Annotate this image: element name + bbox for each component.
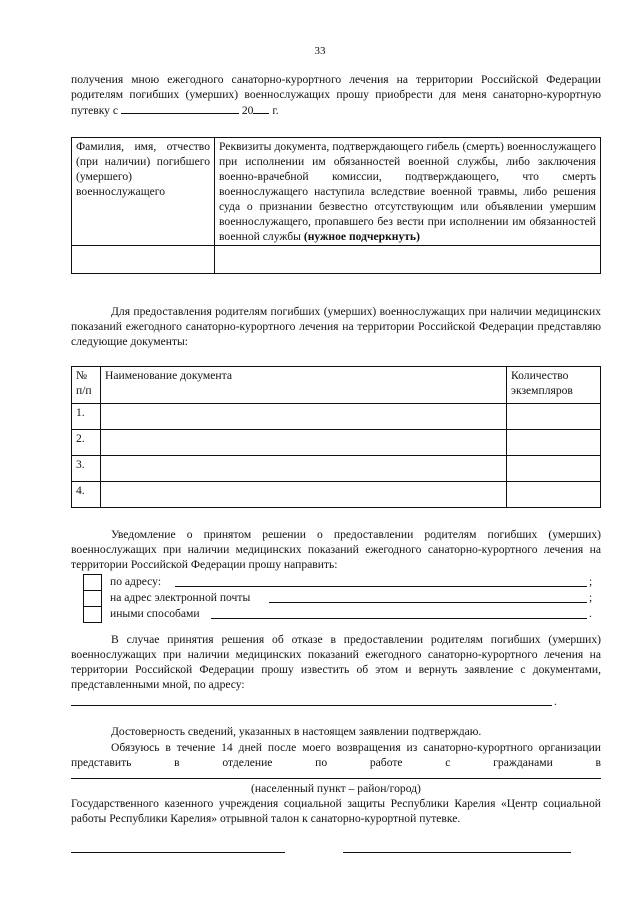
page-number: 33 bbox=[314, 45, 326, 57]
option-end: . bbox=[589, 607, 592, 620]
table-header-row bbox=[72, 138, 601, 246]
checkbox[interactable] bbox=[83, 606, 102, 623]
row-number: 2. bbox=[72, 430, 101, 456]
year-blank[interactable] bbox=[253, 102, 269, 114]
date-blank[interactable] bbox=[121, 102, 239, 114]
col-document-text: Реквизиты документа, подтверждающего гибель (смерть) военнослужащего при исполнении им обязанностей военной службы, либо заключения военно-врачебной комиссии, подтверждающего, что смерть военнослужащего наступила вследствие военной травмы, либо решения суда о признании безвестно отсутствующим или объявлении умершим военнослужащего, пропавшего без вести при исполнении им обязанностей военной службы bbox=[219, 140, 596, 243]
documents-paragraph: Для предоставления родителям погибших (умерших) военнослужащих при наличии медицинских показаний ежегодного санаторно-курортного лечения на территории Российской Федерации представляю следующие документы: bbox=[71, 305, 601, 348]
col-document-note: (нужное подчеркнуть) bbox=[303, 230, 420, 243]
option-postal-address[interactable] bbox=[83, 574, 593, 590]
col-fio-header: Фамилия, имя, отчество (при наличии) погибшего (умершего) военнослужащего bbox=[72, 138, 215, 246]
notification-paragraph: Уведомление о принятом решении о предоставлении родителям погибших (умерших) военнослужащих при наличии медицинских показаний ежегодного санаторно-курортного лечения на территории Российской Федерации прошу направить: bbox=[71, 528, 601, 571]
col-number-header: № п/п bbox=[72, 367, 101, 404]
document-name-cell[interactable] bbox=[101, 482, 507, 508]
option-other[interactable] bbox=[83, 606, 592, 622]
option-email[interactable] bbox=[83, 590, 593, 606]
option-end: ; bbox=[589, 591, 593, 604]
institution-paragraph: Государственного казенного учреждения социальной защиты Республики Карелия «Центр социальной работы Республики Карелия» отрывной талон к санаторно-курортной путевке. bbox=[71, 797, 601, 825]
signature-line[interactable] bbox=[71, 852, 285, 853]
intro-paragraph bbox=[71, 72, 601, 118]
document-count-cell[interactable] bbox=[507, 456, 601, 482]
row-number: 1. bbox=[72, 404, 101, 430]
table-row bbox=[72, 430, 601, 456]
fio-cell[interactable] bbox=[72, 246, 215, 274]
email-line[interactable] bbox=[269, 602, 587, 603]
checkbox[interactable] bbox=[83, 574, 102, 590]
locality-line[interactable] bbox=[71, 778, 601, 779]
document-name-cell[interactable] bbox=[101, 456, 507, 482]
option-end: ; bbox=[589, 575, 593, 588]
table-row bbox=[72, 404, 601, 430]
document-name-cell[interactable] bbox=[101, 430, 507, 456]
document-count-cell[interactable] bbox=[507, 430, 601, 456]
col-document-header bbox=[215, 138, 601, 246]
soldier-info-table bbox=[71, 137, 601, 274]
col-count-header: Количество экземпляров bbox=[507, 367, 601, 404]
refusal-paragraph: В случае принятия решения об отказе в предоставлении родителям погибших (умерших) военнослужащих при наличии медицинских показаний ежегодного санаторно-курортного лечения на территории Российской Федерации прошу известить об этом и вернуть заявление с документами, представленными мной, по адресу: bbox=[71, 633, 601, 691]
document-count-cell[interactable] bbox=[507, 482, 601, 508]
year-prefix: 20 bbox=[241, 104, 254, 117]
table-row bbox=[72, 246, 601, 274]
document-cell[interactable] bbox=[215, 246, 601, 274]
row-number: 4. bbox=[72, 482, 101, 508]
row-number: 3. bbox=[72, 456, 101, 482]
option-label: на адрес электронной почты bbox=[110, 591, 251, 604]
document-count-cell[interactable] bbox=[507, 404, 601, 430]
name-line[interactable] bbox=[343, 852, 571, 853]
intro-text: получения мною ежегодного санаторно-курортного лечения на территории Российской Федерации родителям погибших (умерших) военнослужащих прошу приобрести для меня санаторно-курортную путевку с bbox=[71, 73, 601, 117]
option-label: иными способами bbox=[110, 607, 200, 620]
return-address-line[interactable] bbox=[71, 705, 552, 706]
refusal-end: . bbox=[554, 695, 557, 708]
locality-caption: (населенный пункт – район/город) bbox=[251, 782, 421, 795]
document-name-cell[interactable] bbox=[101, 404, 507, 430]
confirmation-paragraph: Достоверность сведений, указанных в настоящем заявлении подтверждаю. bbox=[111, 725, 482, 738]
documents-table bbox=[71, 366, 601, 508]
address-line[interactable] bbox=[175, 586, 587, 587]
other-method-line[interactable] bbox=[211, 618, 587, 619]
checkbox[interactable] bbox=[83, 590, 102, 606]
obligation-paragraph: Обязуюсь в течение 14 дней после моего возвращения из санаторно-курортного организации представить в отделение по работе с гражданами в bbox=[71, 741, 601, 769]
col-name-header: Наименование документа bbox=[101, 367, 507, 404]
table-row bbox=[72, 482, 601, 508]
table-row bbox=[72, 456, 601, 482]
option-label: по адресу: bbox=[110, 575, 162, 588]
year-suffix: г. bbox=[272, 104, 279, 117]
doc-table-header bbox=[72, 367, 601, 404]
